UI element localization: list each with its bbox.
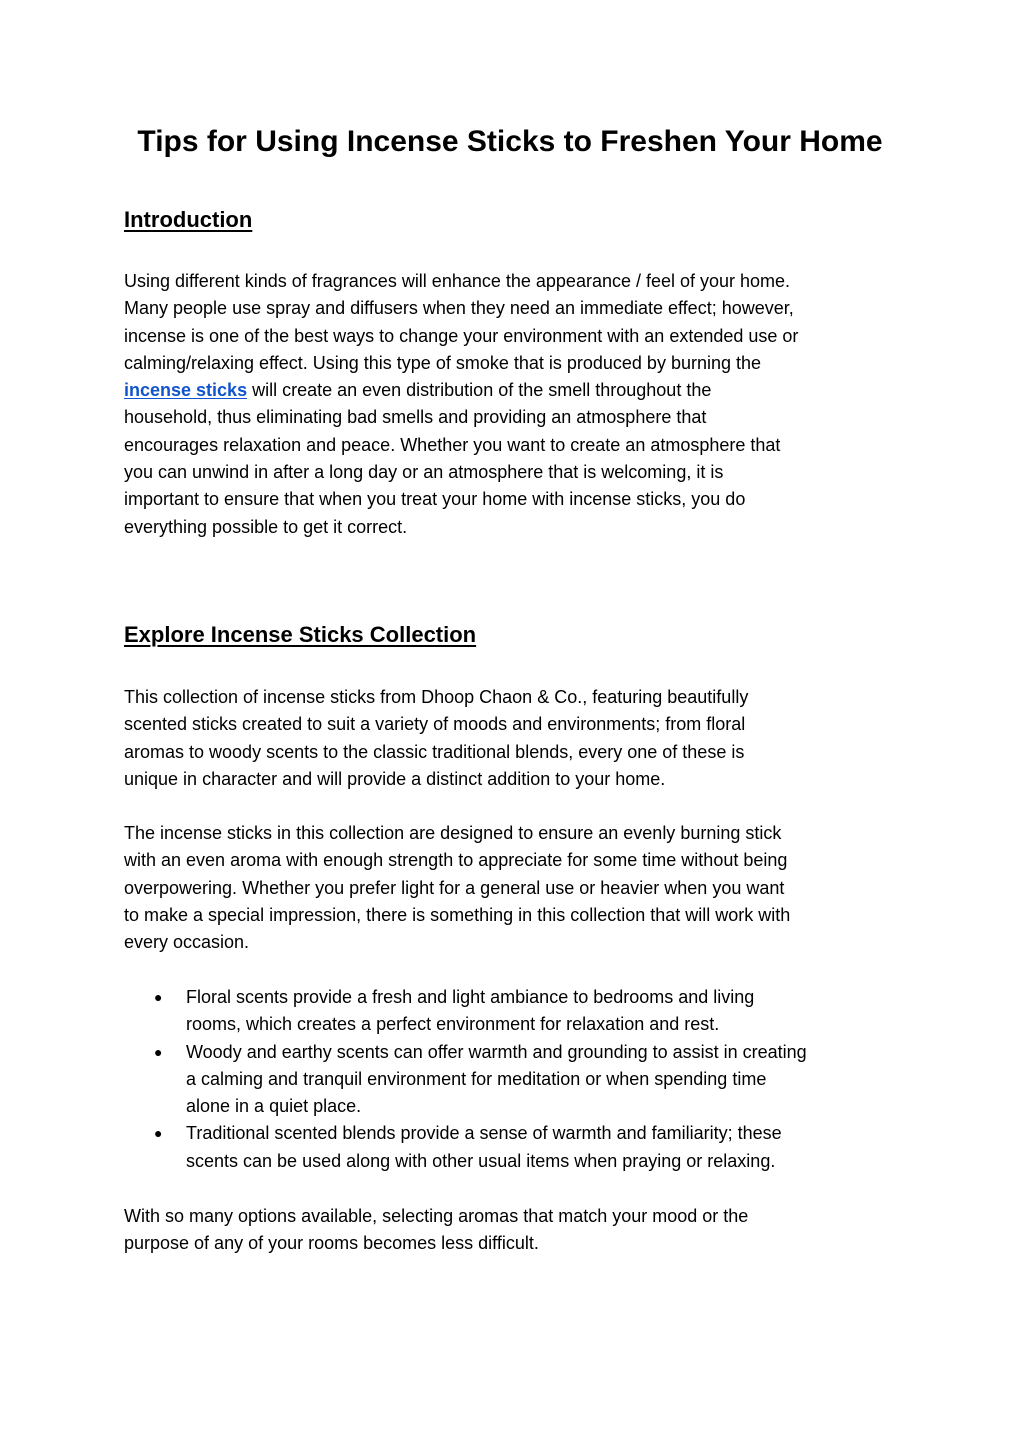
list-item	[124, 1039, 914, 1121]
text-line: household, thus eliminating bad smells and providing an atmosphere that	[124, 407, 707, 428]
text-line: scents can be used along with other usual items when praying or relaxing.	[186, 1150, 776, 1171]
text-line-with-link	[124, 377, 904, 404]
text-line: The incense sticks in this collection are designed to ensure an evenly burning stick	[124, 823, 782, 843]
text-line: purpose of any of your rooms becomes less difficult.	[124, 1233, 539, 1254]
text-line: unique in character and will provide a distinct addition to your home.	[124, 768, 666, 789]
scent-bullet-list	[124, 984, 914, 1175]
incense-sticks-link[interactable]: incense sticks	[124, 380, 248, 401]
text-line: Floral scents provide a fresh and light ambiance to bedrooms and living	[186, 987, 755, 1007]
document-title: Tips for Using Incense Sticks to Freshen Your Home	[137, 125, 883, 158]
text-line: every occasion.	[124, 932, 250, 953]
text-line: overpowering. Whether you prefer light for a general use or heavier when you want	[124, 877, 785, 898]
bullet-icon: ●	[154, 989, 163, 1005]
text-line: aromas to woody scents to the classic traditional blends, every one of these is	[124, 741, 745, 762]
text-line: important to ensure that when you treat your home with incense sticks, you do	[124, 489, 746, 510]
text-line: rooms, which creates a perfect environment for relaxation and rest.	[186, 1014, 720, 1035]
text-line: with an even aroma with enough strength to appreciate for some time without being	[124, 850, 788, 871]
collection-paragraph-1	[124, 684, 904, 793]
text-line: Using different kinds of fragrances will enhance the appearance / feel of your home.	[124, 271, 791, 291]
text-line: With so many options available, selecting aromas that match your mood or the	[124, 1206, 749, 1226]
text-line: a calming and tranquil environment for meditation or when spending time	[186, 1068, 767, 1089]
bullet-icon: ●	[154, 1043, 163, 1060]
list-item	[124, 984, 914, 1039]
closing-paragraph	[124, 1203, 904, 1258]
text-line: Traditional scented blends provide a sense of warmth and familiarity; these	[186, 1123, 782, 1144]
intro-paragraph	[124, 268, 904, 541]
text-line: incense is one of the best ways to change your environment with an extended use or	[124, 325, 799, 346]
heading-explore-collection: Explore Incense Sticks Collection	[124, 622, 477, 647]
text-line: calming/relaxing effect. Using this type of smoke that is produced by burning the	[124, 352, 762, 373]
text-line: Woody and earthy scents can offer warmth and grounding to assist in creating	[186, 1041, 807, 1062]
text-line: Many people use spray and diffusers when they need an immediate effect; however,	[124, 298, 794, 319]
collection-paragraph-2	[124, 820, 904, 956]
text-fragment: will create an even distribution of the smell throughout the	[247, 380, 712, 401]
text-line: This collection of incense sticks from Dhoop Chaon & Co., featuring beautifully	[124, 687, 749, 707]
text-line: encourages relaxation and peace. Whether you want to create an atmosphere that	[124, 434, 781, 455]
text-line: alone in a quiet place.	[186, 1096, 362, 1117]
text-line: scented sticks created to suit a variety of moods and environments; from floral	[124, 714, 746, 735]
text-line: to make a special impression, there is something in this collection that will work with	[124, 904, 791, 925]
text-line: everything possible to get it correct.	[124, 516, 408, 537]
text-line: you can unwind in after a long day or an atmosphere that is welcoming, it is	[124, 462, 724, 483]
list-item	[124, 1120, 914, 1175]
bullet-icon: ●	[154, 1125, 163, 1142]
heading-introduction: Introduction	[124, 207, 253, 232]
